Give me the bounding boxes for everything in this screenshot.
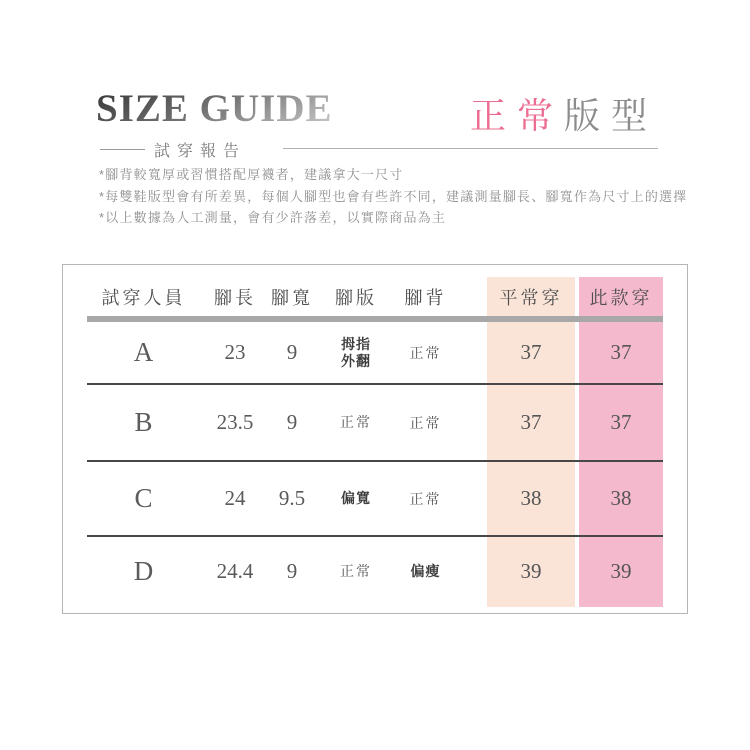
foot-shape-cell: [314, 490, 398, 507]
note-line-2: *每雙鞋版型會有所差異，每個人腳型也會有些許不同，建議測量腳長、腳寬作為尺寸上的選擇: [99, 188, 688, 204]
usual-size-cell: 37: [520, 340, 542, 364]
notes: [99, 164, 687, 229]
header-this-size: 此款穿: [589, 288, 653, 308]
this-size-cell: 37: [610, 410, 632, 434]
foot-length-cell: 23.5: [216, 410, 254, 434]
note-line-1: *腳背較寬厚或習慣搭配厚襪者，建議拿大一尺寸: [99, 167, 404, 182]
foot-width-cell: 9: [286, 558, 298, 583]
foot-width-cell: 9: [286, 340, 298, 364]
person-cell: D: [133, 555, 154, 586]
header-foot-width: 腳寬: [271, 288, 313, 308]
table-row-c: [87, 462, 687, 535]
foot-shape-text: 拇指外翻: [341, 335, 371, 369]
fit-type-rest: 版型: [563, 95, 658, 136]
foot-shape-cell: [314, 414, 398, 431]
foot-length-cell: 23: [224, 340, 246, 364]
foot-shape-cell: [314, 563, 398, 580]
fit-report-table: [62, 264, 688, 614]
instep-cell: 偏瘦: [410, 563, 441, 579]
foot-shape-cell: [314, 336, 398, 370]
foot-shape-text: 正常: [340, 414, 372, 430]
this-size-cell: 38: [610, 486, 632, 510]
table-row-a: [87, 322, 687, 383]
header-person: 試穿人員: [101, 288, 186, 308]
foot-width-cell: 9.5: [278, 486, 306, 510]
this-size-cell: 39: [610, 558, 632, 583]
instep-cell: 正常: [409, 490, 442, 507]
fit-type-label: [470, 88, 658, 139]
instep-cell: 正常: [409, 414, 442, 431]
usual-size-cell: 38: [520, 486, 542, 510]
person-cell: B: [134, 407, 153, 437]
header-usual-size: 平常穿: [499, 288, 563, 308]
page-title: SIZE GUIDE: [96, 87, 333, 130]
person-cell: A: [133, 337, 154, 367]
header-foot-shape: 腳版: [335, 288, 377, 308]
subtitle-row: [100, 138, 246, 161]
subtitle-left-rule: [100, 149, 145, 150]
foot-width-cell: 9: [286, 410, 298, 434]
subtitle: 試穿報告: [154, 143, 247, 160]
instep-cell: 正常: [409, 344, 442, 361]
usual-size-cell: 39: [520, 558, 542, 583]
foot-shape-text: 正常: [340, 562, 372, 579]
this-size-cell: 37: [610, 340, 632, 364]
table-row-d: [87, 537, 687, 605]
table-row-b: [87, 385, 687, 460]
foot-length-cell: 24: [224, 486, 246, 510]
table-header-row: [87, 278, 687, 316]
usual-size-cell: 37: [520, 410, 542, 434]
header-instep: 腳背: [404, 288, 447, 308]
foot-length-cell: 24.4: [216, 558, 254, 583]
note-line-3: *以上數據為人工測量，會有少許落差，以實際商品為主: [99, 210, 447, 225]
person-cell: C: [134, 483, 153, 513]
header-rule: [283, 148, 658, 149]
header-foot-length: 腳長: [214, 288, 256, 308]
foot-shape-text: 偏寬: [341, 490, 371, 506]
fit-type-accent: 正常: [469, 95, 564, 136]
